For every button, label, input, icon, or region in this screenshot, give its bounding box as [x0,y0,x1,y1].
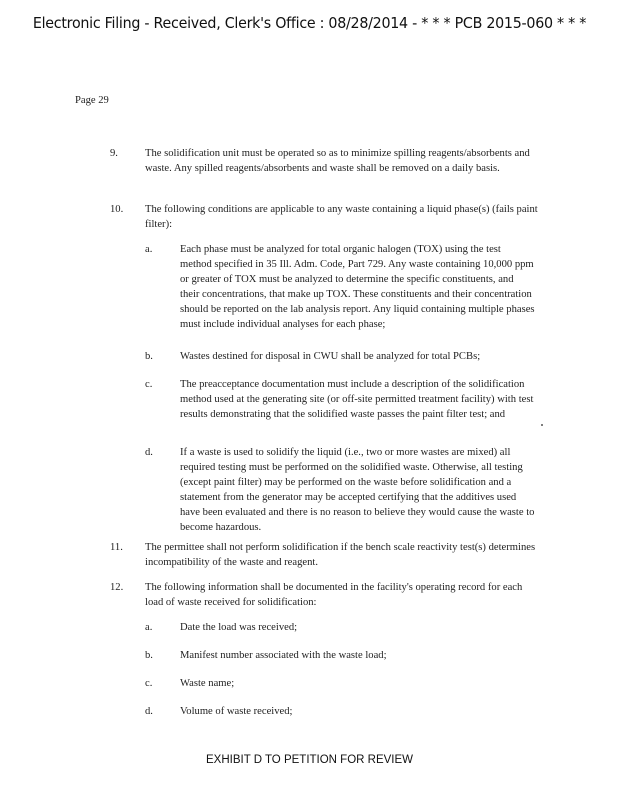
subitem-text: Each phase must be analyzed for total organic halogen (TOX) using the test method specified in 35 Ill. Adm. Code, Part 729. Any waste containing 10,000 ppm or greater of TOX must be analyzed to determine the specific constituents, and their concentrations, that make up TOX. These constituents and their concentration should be reported on the lab analysis report. Any liquid containing multiple phases must include individual analyses for each phase; [180,244,535,330]
condition-text: The permittee shall not perform solidification if the bench scale reactivity test(s) determines incompatibility of the waste and reagent. [145,542,536,568]
subitem-text: If a waste is used to solidify the liquid (i.e., two or more wastes are mixed) all required testing must be performed on the solidified waste. Otherwise, all testing (except paint filter) may be performed on the waste before solidification and a statement from the generator may be accepted certifying that the additives used have been evaluated and there is no reason to believe they would cause the waste to become hazardous. [180,447,535,533]
subitem-letter: b. [145,351,153,362]
condition-number: 11. [110,542,123,553]
subitem-text: Manifest number associated with the waste load; [180,650,387,661]
condition-number: 9. [110,148,118,159]
scan-speck [541,424,543,426]
condition-text: The following conditions are applicable to any waste containing a liquid phase(s) (fails paint filter): [145,204,538,230]
condition-text: The solidification unit must be operated so as to minimize spilling reagents/absorbents and waste. Any spilled reagents/absorbents and waste shall be removed on a daily basis. [145,148,530,174]
electronic-filing-stamp: Electronic Filing - Received, Clerk's Office : 08/28/2014 - * * * PCB 2015-060 * * * [32,14,587,32]
subitem-text: Volume of waste received; [180,706,293,717]
subitem-letter: d. [145,706,153,717]
subitem-letter: d. [145,447,153,458]
subitem-text: The preacceptance documentation must include a description of the solidification method used at the generating site (or off-site permitted treatment facility) with test results demonstrating that the solidified waste passes the paint filter test; and [180,379,534,420]
subitem-text: Wastes destined for disposal in CWU shall be analyzed for total PCBs; [180,351,481,362]
subitem-letter: c. [145,379,153,390]
condition-number: 10. [110,204,124,215]
condition-number: 12. [110,582,124,593]
subitem-letter: a. [145,244,153,255]
subitem-text: Date the load was received; [180,622,298,633]
subitem-letter: b. [145,650,153,661]
exhibit-footer: EXHIBIT D TO PETITION FOR REVIEW [205,754,414,766]
condition-text: The following information shall be documented in the facility's operating record for each load of waste received for solidification: [145,582,523,608]
subitem-letter: c. [145,678,153,689]
page-number: Page 29 [75,95,109,106]
subitem-letter: a. [145,622,153,633]
subitem-text: Waste name; [180,678,235,689]
